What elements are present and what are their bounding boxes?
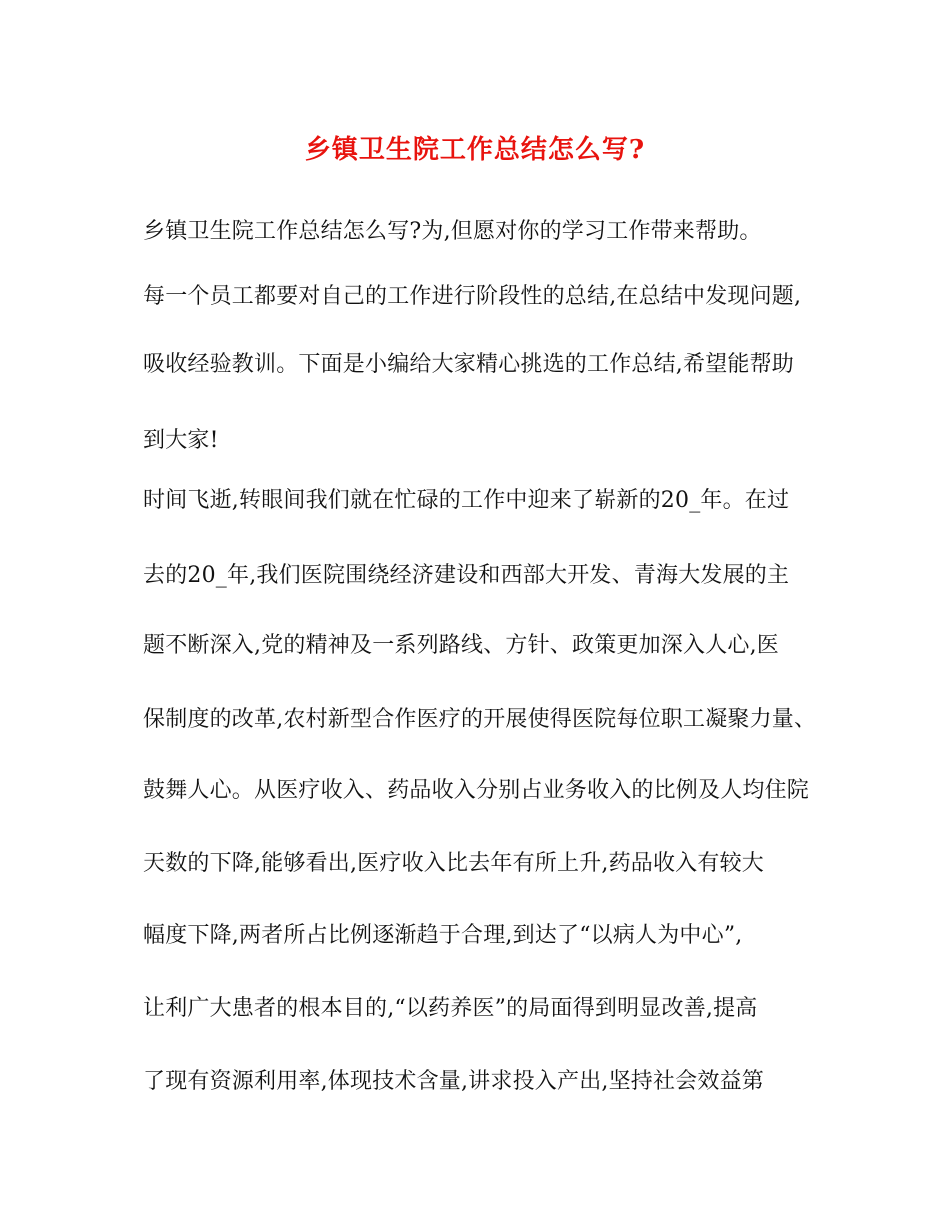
body-line: 时间飞逝,转眼间我们就在忙碌的工作中迎来了崭新的20_年。在过 bbox=[143, 488, 790, 513]
body-line: 到大家! bbox=[143, 428, 219, 453]
body-line: 吸收经验教训。下面是小编给大家精心挑选的工作总结,希望能帮助 bbox=[143, 352, 794, 377]
body-line: 鼓舞人心。从医疗收入、药品收入分别占业务收入的比例及人均住院 bbox=[143, 778, 810, 803]
document-title: 乡镇卫生院工作总结怎么写? bbox=[304, 135, 646, 165]
body-line: 每一个员工都要对自己的工作进行阶段性的总结,在总结中发现问题, bbox=[143, 284, 802, 309]
body-line: 去的20_年,我们医院围绕经济建设和西部大开发、青海大发展的主 bbox=[143, 563, 790, 588]
body-line: 乡镇卫生院工作总结怎么写?为,但愿对你的学习工作带来帮助。 bbox=[143, 219, 762, 244]
body-line: 幅度下降,两者所占比例逐渐趋于合理,到达了“以病人为中心”, bbox=[143, 923, 743, 948]
body-line: 题不断深入,党的精神及一系列路线、方针、政策更加深入人心,医 bbox=[143, 633, 779, 658]
body-line: 了现有资源利用率,体现技术含量,讲求投入产出,坚持社会效益第 bbox=[143, 1069, 764, 1094]
body-line: 天数的下降,能够看出,医疗收入比去年有所上升,药品收入有较大 bbox=[143, 851, 764, 876]
body-line: 让利广大患者的根本目的,“以药养医”的局面得到明显改善,提高 bbox=[143, 996, 758, 1021]
body-line: 保制度的改革,农村新型合作医疗的开展使得医院每位职工凝聚力量、 bbox=[143, 707, 817, 732]
